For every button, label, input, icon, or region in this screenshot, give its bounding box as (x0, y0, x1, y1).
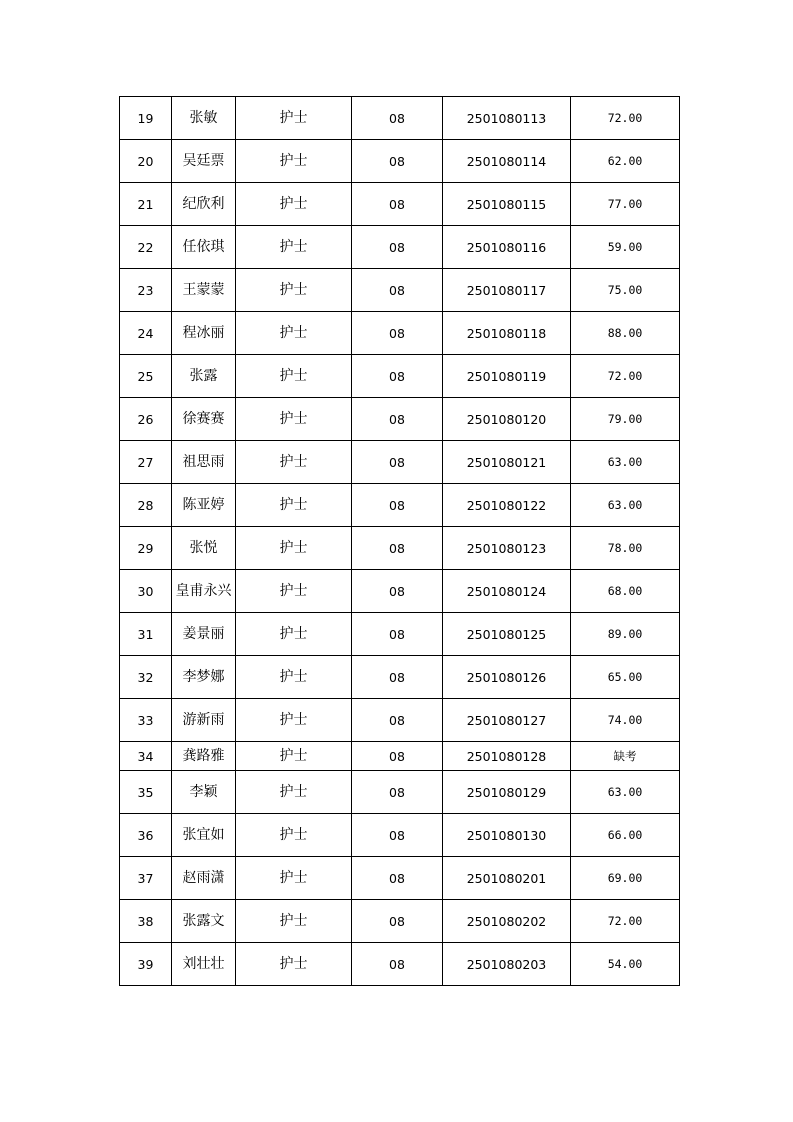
table-row (120, 570, 680, 613)
name-cell: 皇甫永兴 (172, 570, 236, 613)
code-cell: 08 (352, 140, 443, 183)
code-cell: 08 (352, 742, 443, 771)
seq-cell: 39 (120, 943, 172, 986)
table-row (120, 814, 680, 857)
seq-cell: 32 (120, 656, 172, 699)
name-cell: 刘壮壮 (172, 943, 236, 986)
seq-cell: 33 (120, 699, 172, 742)
code-cell: 08 (352, 900, 443, 943)
name-cell: 李梦娜 (172, 656, 236, 699)
score-cell: 63.00 (571, 441, 680, 484)
code-cell: 08 (352, 771, 443, 814)
score-cell: 54.00 (571, 943, 680, 986)
name-cell: 姜景丽 (172, 613, 236, 656)
ticket-number-cell: 2501080130 (443, 814, 571, 857)
name-cell: 任依琪 (172, 226, 236, 269)
position-cell: 护士 (236, 943, 352, 986)
code-cell: 08 (352, 699, 443, 742)
code-cell: 08 (352, 527, 443, 570)
score-cell: 68.00 (571, 570, 680, 613)
seq-cell: 34 (120, 742, 172, 771)
ticket-number-cell: 2501080119 (443, 355, 571, 398)
score-cell: 缺考 (571, 742, 680, 771)
seq-cell: 29 (120, 527, 172, 570)
seq-cell: 25 (120, 355, 172, 398)
table-row (120, 613, 680, 656)
position-cell: 护士 (236, 398, 352, 441)
table-row (120, 943, 680, 986)
score-cell: 72.00 (571, 355, 680, 398)
code-cell: 08 (352, 355, 443, 398)
table-row (120, 398, 680, 441)
table-row (120, 857, 680, 900)
seq-cell: 22 (120, 226, 172, 269)
name-cell: 纪欣利 (172, 183, 236, 226)
table-row (120, 900, 680, 943)
position-cell: 护士 (236, 441, 352, 484)
name-cell: 张宜如 (172, 814, 236, 857)
seq-cell: 38 (120, 900, 172, 943)
table-row (120, 140, 680, 183)
table-row (120, 484, 680, 527)
position-cell: 护士 (236, 699, 352, 742)
seq-cell: 30 (120, 570, 172, 613)
name-cell: 陈亚婷 (172, 484, 236, 527)
ticket-number-cell: 2501080113 (443, 97, 571, 140)
code-cell: 08 (352, 312, 443, 355)
score-cell: 72.00 (571, 900, 680, 943)
seq-cell: 28 (120, 484, 172, 527)
position-cell: 护士 (236, 527, 352, 570)
code-cell: 08 (352, 183, 443, 226)
score-cell: 62.00 (571, 140, 680, 183)
ticket-number-cell: 2501080128 (443, 742, 571, 771)
table-row (120, 183, 680, 226)
table-row (120, 441, 680, 484)
name-cell: 祖思雨 (172, 441, 236, 484)
table-row (120, 771, 680, 814)
seq-cell: 24 (120, 312, 172, 355)
position-cell: 护士 (236, 226, 352, 269)
ticket-number-cell: 2501080124 (443, 570, 571, 613)
score-table-body (120, 97, 680, 986)
position-cell: 护士 (236, 140, 352, 183)
code-cell: 08 (352, 570, 443, 613)
ticket-number-cell: 2501080114 (443, 140, 571, 183)
table-row (120, 699, 680, 742)
name-cell: 张悦 (172, 527, 236, 570)
table-row (120, 355, 680, 398)
seq-cell: 31 (120, 613, 172, 656)
ticket-number-cell: 2501080125 (443, 613, 571, 656)
ticket-number-cell: 2501080116 (443, 226, 571, 269)
score-cell: 66.00 (571, 814, 680, 857)
seq-cell: 37 (120, 857, 172, 900)
score-cell: 63.00 (571, 484, 680, 527)
seq-cell: 20 (120, 140, 172, 183)
table-row (120, 312, 680, 355)
code-cell: 08 (352, 613, 443, 656)
name-cell: 李颖 (172, 771, 236, 814)
table-row (120, 226, 680, 269)
position-cell: 护士 (236, 656, 352, 699)
score-cell: 74.00 (571, 699, 680, 742)
ticket-number-cell: 2501080127 (443, 699, 571, 742)
position-cell: 护士 (236, 742, 352, 771)
score-cell: 79.00 (571, 398, 680, 441)
seq-cell: 27 (120, 441, 172, 484)
table-row (120, 742, 680, 771)
code-cell: 08 (352, 97, 443, 140)
position-cell: 护士 (236, 814, 352, 857)
name-cell: 张露文 (172, 900, 236, 943)
name-cell: 赵雨潇 (172, 857, 236, 900)
score-cell: 59.00 (571, 226, 680, 269)
code-cell: 08 (352, 269, 443, 312)
code-cell: 08 (352, 484, 443, 527)
ticket-number-cell: 2501080120 (443, 398, 571, 441)
name-cell: 龚路雅 (172, 742, 236, 771)
name-cell: 徐赛赛 (172, 398, 236, 441)
score-cell: 88.00 (571, 312, 680, 355)
seq-cell: 23 (120, 269, 172, 312)
code-cell: 08 (352, 226, 443, 269)
score-cell: 72.00 (571, 97, 680, 140)
name-cell: 王蒙蒙 (172, 269, 236, 312)
code-cell: 08 (352, 943, 443, 986)
seq-cell: 26 (120, 398, 172, 441)
ticket-number-cell: 2501080126 (443, 656, 571, 699)
name-cell: 张敏 (172, 97, 236, 140)
score-cell: 78.00 (571, 527, 680, 570)
position-cell: 护士 (236, 613, 352, 656)
table-row (120, 656, 680, 699)
ticket-number-cell: 2501080115 (443, 183, 571, 226)
ticket-number-cell: 2501080121 (443, 441, 571, 484)
ticket-number-cell: 2501080129 (443, 771, 571, 814)
ticket-number-cell: 2501080202 (443, 900, 571, 943)
ticket-number-cell: 2501080118 (443, 312, 571, 355)
name-cell: 吴廷票 (172, 140, 236, 183)
table-row (120, 97, 680, 140)
position-cell: 护士 (236, 900, 352, 943)
score-cell: 77.00 (571, 183, 680, 226)
score-table (119, 96, 680, 986)
table-row (120, 527, 680, 570)
position-cell: 护士 (236, 183, 352, 226)
position-cell: 护士 (236, 857, 352, 900)
table-row (120, 269, 680, 312)
position-cell: 护士 (236, 312, 352, 355)
code-cell: 08 (352, 441, 443, 484)
score-cell: 63.00 (571, 771, 680, 814)
position-cell: 护士 (236, 97, 352, 140)
position-cell: 护士 (236, 771, 352, 814)
ticket-number-cell: 2501080122 (443, 484, 571, 527)
code-cell: 08 (352, 857, 443, 900)
position-cell: 护士 (236, 355, 352, 398)
name-cell: 张露 (172, 355, 236, 398)
score-cell: 65.00 (571, 656, 680, 699)
position-cell: 护士 (236, 484, 352, 527)
score-cell: 75.00 (571, 269, 680, 312)
ticket-number-cell: 2501080123 (443, 527, 571, 570)
position-cell: 护士 (236, 570, 352, 613)
score-cell: 69.00 (571, 857, 680, 900)
ticket-number-cell: 2501080203 (443, 943, 571, 986)
seq-cell: 21 (120, 183, 172, 226)
name-cell: 游新雨 (172, 699, 236, 742)
code-cell: 08 (352, 656, 443, 699)
seq-cell: 36 (120, 814, 172, 857)
seq-cell: 19 (120, 97, 172, 140)
score-cell: 89.00 (571, 613, 680, 656)
code-cell: 08 (352, 814, 443, 857)
position-cell: 护士 (236, 269, 352, 312)
ticket-number-cell: 2501080117 (443, 269, 571, 312)
name-cell: 程冰丽 (172, 312, 236, 355)
seq-cell: 35 (120, 771, 172, 814)
code-cell: 08 (352, 398, 443, 441)
ticket-number-cell: 2501080201 (443, 857, 571, 900)
